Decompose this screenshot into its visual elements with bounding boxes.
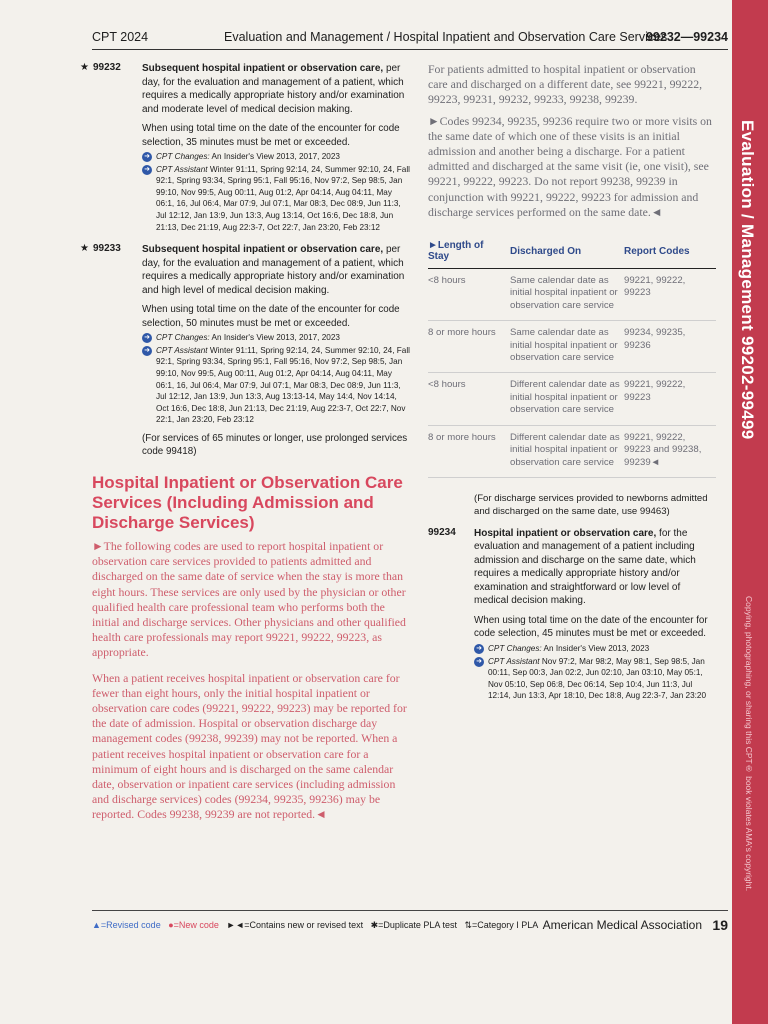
code-entry-99233 [80,243,410,459]
cpt-changes-ref [142,332,410,344]
table-cell: 99221, 99222, 99223 [624,373,716,425]
assistant-text: Winter 91:11, Spring 92:14, 24, Summer 92:10, 24, Fall 92:1, Spring 93:34, Spring 95:1, Fall 95:16, Nov 97:2, Sep 98:5, Jan 99:10, Nov 99:5, Aug 00:11, Aug 01:2, Apr 04:14, Aug 04:11, May 06:1, 16, Jul 06:4, Mar 07:9, Jul 07:1, Mar 08:3, Dec 08:9, Jun 11:3, Jul 12:12, Jan 13:9, Jun 13:3, Aug 13:13-14, May 14:4, Nov 14:14, Oct 16:6, Dec 18:8, Jun 21:13, Dec 21:19, Aug 22:3-7, Oct 22:7, Nov 22:1, Jan 23:20, Feb 23:12 [156,345,410,425]
arrow-circle-icon: ➜ [142,165,152,175]
table-cell: 99221, 99222, 99223 [624,269,716,321]
star-icon: ★ [80,243,89,255]
star-icon: ★ [80,62,89,73]
table-cell: Same calendar date as initial hospital inpatient or observation care service [510,321,624,373]
table-row [428,425,716,477]
side-tab-label: Evaluation / Management 99202-99499 [738,120,757,440]
column-header: ►Length of Stay [428,236,510,269]
time-note: When using total time on the date of the encounter for code selection, 35 minutes must be met or exceeded. [142,123,400,148]
table-cell: Same calendar date as initial hospital inpatient or observation care service [510,269,624,321]
code-descriptor-rest: per day, for the evaluation and management of a patient, which requires a medically appropriate history and/or examination and high level of medical decision making. [142,244,405,296]
guideline-paragraph: ►The following codes are used to report hospital inpatient or observation care services provided to patients admitted and discharged on the same date of service when the stay is more than eight hours. These services are only used by the physician or other qualified health care professional team who performs both the initial and discharge services. Other physicians and other qualified health care professionals may report 99221, 99222, 99223, as appropriate. [92,538,406,660]
length-of-stay-table [428,236,716,478]
column-header: Report Codes [624,236,716,269]
assistant-label: CPT Assistant [488,656,540,666]
changes-text: An Insider's View 2013, 2017, 2023 [211,152,340,161]
table-cell: Different calendar date as initial hospital inpatient or observation care service [510,373,624,425]
code-descriptor-bold: Subsequent hospital inpatient or observation care, [142,244,384,256]
assistant-label: CPT Assistant [156,345,208,355]
arrow-circle-icon: ➜ [142,346,152,356]
assistant-label: CPT Assistant [156,164,208,174]
table-row [428,321,716,373]
legend-category: ⇅=Category I PLA [464,920,539,930]
copyright-notice: Copying, photographing, or sharing this CPT® book violates AMA's copyright. [744,596,754,892]
changes-text: An Insider's View 2013, 2017, 2023 [211,333,340,343]
changes-text: An Insider's View 2013, 2023 [543,643,650,653]
guideline-paragraph: ►Codes 99234, 99235, 99236 require two or more visits on the same date of which one of these visits is an initial admission and another being a discharge. For a patient admitted and discharged at the same visit (ie, one visit), see 99221, 99222, 99223. Do not report 99238, 99239 in conjunction with 99221, 99222, 99223 for admission and discharge services performed on the same date.◄ [428,113,712,219]
left-column [80,62,410,833]
section-heading: Hospital Inpatient or Observation Care Services (Including Admission and Discharge Services) [92,472,403,532]
section-side-tab [732,0,768,1024]
changes-label: CPT Changes: [156,333,210,343]
code-description [142,62,410,116]
right-column [428,62,716,712]
column-header: Discharged On [510,236,624,269]
table-cell: Different calendar date as initial hospital inpatient or observation care service [510,425,624,477]
header-code-range: 99232—99234 [645,30,728,44]
table-cell: 8 or more hours [428,425,510,477]
arrow-circle-icon: ➜ [142,152,152,162]
time-note: When using total time on the date of the encounter for code selection, 45 minutes must be met or exceeded. [474,614,708,640]
table-cell: 99221, 99222, 99223 and 99238, 99239◄ [624,425,716,477]
assistant-text: Winter 91:11, Spring 92:14, 24, Summer 92:10, 24, Fall 92:1, Spring 93:34, Spring 95:1, Fall 95:16, Nov 97:2, Sep 98:5, Jan 99:10, Nov 99:5, Aug 00:11, Aug 01:2, Apr 04:14, Aug 04:11, May 06:1, 16, Jul 06:4, Mar 07:9, Jul 07:1, Mar 08:3, Dec 08:9, Jun 11:3, Jul 12:12, Jan 13:9, Jun 13:3, Aug 13:14, Oct 16:6, Dec 18:8, Jun 21:13, Dec 21:19, Aug 22:3-7, Oct 22:7, Jan 23:20, Feb 23:12 [156,164,410,232]
page-number: 19 [712,917,728,933]
code-number: 99234 [428,526,456,538]
changes-label: CPT Changes: [488,643,542,653]
time-note: When using total time on the date of the encounter for code selection, 50 minutes must be met or exceeded. [142,304,400,329]
cpt-changes-ref [474,643,716,655]
code-descriptor-rest: per day, for the evaluation and management of a patient, which requires a medically appropriate history and/or examination and moderate level of medical decision making. [142,63,405,115]
code-entry-99234 [428,527,716,702]
page-footer [92,918,728,934]
changes-label: CPT Changes: [156,152,210,161]
code-descriptor-bold: Hospital inpatient or observation care, [474,527,657,539]
symbol-legend [92,920,538,931]
code-description [142,243,410,297]
footer-divider [92,910,728,911]
edition-label: CPT 2024 [92,30,149,44]
guideline-paragraph: For patients admitted to hospital inpatient or observation care and discharged on a different date, see 99221, 99222, 99223, 99231, 99232, 99233, 99238, 99239. [428,62,703,107]
running-header [92,30,728,48]
arrow-circle-icon: ➜ [142,333,152,343]
table-cell: <8 hours [428,373,510,425]
cpt-changes-ref [142,151,410,163]
cpt-assistant-ref [142,164,410,234]
arrow-circle-icon: ➜ [474,657,484,667]
table-header-row [428,236,716,269]
cpt-assistant-ref [474,656,716,702]
cpt-assistant-ref [142,345,410,426]
header-title: Evaluation and Management / Hospital Inpatient and Observation Care Services [224,30,668,44]
table-row [428,269,716,321]
table-row [428,373,716,425]
legend-new: ●=New code [168,920,219,930]
table-cell: 99234, 99235, 99236 [624,321,716,373]
code-descriptor-rest: for the evaluation and management of a patient including admission and discharge on the same date, which requires a medically appropriate history and/or examination and straightforward or low level of medical decision making. [474,527,696,607]
code-number: ★ 99232 [80,62,121,73]
table-cell: 8 or more hours [428,321,510,373]
arrow-circle-icon: ➜ [474,644,484,654]
code-entry-99232 [80,62,410,233]
newborn-discharge-note: (For discharge services provided to newborns admitted and discharged on the same date, use 99463) [474,492,708,518]
prolonged-services-note: (For services of 65 minutes or longer, use prolonged services code 99418) [142,432,408,458]
header-divider [92,49,728,50]
legend-revised: ▲=Revised code [92,920,161,930]
guideline-paragraph: When a patient receives hospital inpatient or observation care for fewer than eight hours, only the initial hospital inpatient or observation care codes (99221, 99222, 99223) may be reported for the date of admission. Hospital or observation discharge day management codes (99238, 99239) may not be reported. When a patient receives hospital inpatient or observation care for a minimum of eight hours and is discharged on the same calendar date, observation or inpatient care services (including admission and discharge services) codes (99234, 99235, 99236) may be reported. Codes 99238, 99239 are not reported.◄ [92,670,407,822]
legend-duplicate: ✱=Duplicate PLA test [370,920,457,930]
code-description [474,527,716,608]
code-descriptor-bold: Subsequent hospital inpatient or observation care, [142,63,384,74]
table-cell: <8 hours [428,269,510,321]
code-number: ★ 99233 [80,243,121,255]
publisher-name: American Medical Association [542,918,702,932]
legend-contains: ►◄=Contains new or revised text [226,920,364,930]
assistant-text: Nov 97:2, Mar 98:2, May 98:1, Sep 98:5, Jan 00:11, Sep 00:3, Jan 02:2, Jun 02:10, Jan 03:10, May 05:1, Nov 05:10, Sep 06:8, Dec 06:14, Sep 10:4, Jun 11:3, Jul 12:14, Jun 13:3, Apr 18:10, Dec 18:8, Aug 22:3-7, Jan 23:20 [488,656,707,701]
